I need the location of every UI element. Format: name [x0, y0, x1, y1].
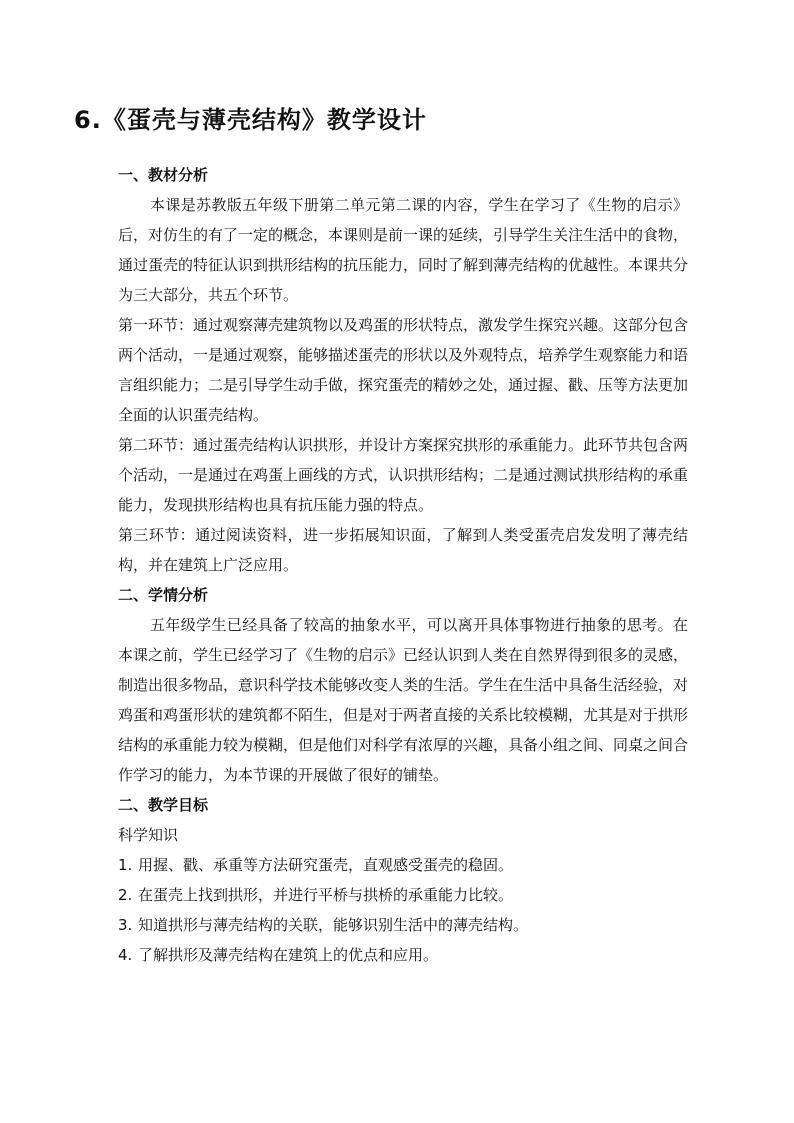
paragraph-student-analysis: 五年级学生已经具备了较高的抽象水平，可以离开具体事物进行抽象的思考。在本课之前，学生已经学习了《生物的启示》已经认识到人类在自然界得到很多的灵感，制造出很多物品，意识科学技术能够改变人类的生活。学生在生活中具备生活经验，对鸡蛋和鸡蛋形状的建筑都不陌生，但是对于两者直接的关系比较模糊，尤其是对于拱形结构的承重能力较为模糊，但是他们对科学有浓厚的兴趣，具备小组之间、同桌之间合作学习的能力，为本节课的开展做了很好的铺垫。: [118, 616, 689, 784]
list-text: 用握、戳、承重等方法研究蛋壳，直观感受蛋壳的稳固。: [138, 856, 514, 874]
section-heading-student-analysis: 二、学情分析: [118, 586, 209, 604]
section-heading-textbook-analysis: 一、教材分析: [118, 166, 209, 184]
list-number: 3.: [118, 916, 133, 934]
section-heading-teaching-goals: 二、教学目标: [118, 796, 209, 814]
document-content: [118, 160, 688, 970]
list-item: [118, 940, 688, 970]
list-text: 知道拱形与薄壳结构的关联，能够识别生活中的薄壳结构。: [138, 916, 529, 934]
list-item: [118, 880, 688, 910]
paragraph-stage-3: 第三环节：通过阅读资料，进一步拓展知识面，了解到人类受蛋壳启发发明了薄壳结构，并在建筑上广泛应用。: [118, 526, 688, 574]
list-item: [118, 910, 688, 940]
subheading-science-knowledge: 科学知识: [118, 826, 179, 844]
list-text: 了解拱形及薄壳结构在建筑上的优点和应用。: [138, 946, 439, 964]
list-text: 在蛋壳上找到拱形，并进行平桥与拱桥的承重能力比较。: [138, 886, 514, 904]
list-number: 4.: [118, 946, 133, 964]
paragraph-intro: 本课是苏教版五年级下册第二单元第二课的内容，学生在学习了《生物的启示》后，对仿生的有了一定的概念，本课则是前一课的延续，引导学生关注生活中的食物，通过蛋壳的特征认识到拱形结构的抗压能力，同时了解到薄壳结构的优越性。本课共分为三大部分，共五个环节。: [118, 196, 689, 304]
list-item: [118, 850, 688, 880]
paragraph-stage-1: 第一环节：通过观察薄壳建筑物以及鸡蛋的形状特点，激发学生探究兴趣。这部分包含两个活动，一是通过观察，能够描述蛋壳的形状以及外观特点，培养学生观察能力和语言组织能力；二是引导学生动手做，探究蛋壳的精妙之处，通过握、戳、压等方法更加全面的认识蛋壳结构。: [118, 316, 689, 424]
list-number: 2.: [118, 886, 133, 904]
list-number: 1.: [118, 856, 133, 874]
document-title: 6.《蛋壳与薄壳结构》教学设计: [74, 106, 427, 134]
paragraph-stage-2: 第二环节：通过蛋壳结构认识拱形，并设计方案探究拱形的承重能力。此环节共包含两个活动，一是通过在鸡蛋上画线的方式，认识拱形结构；二是通过测试拱形结构的承重能力，发现拱形结构也具有抗压能力强的特点。: [118, 436, 689, 514]
